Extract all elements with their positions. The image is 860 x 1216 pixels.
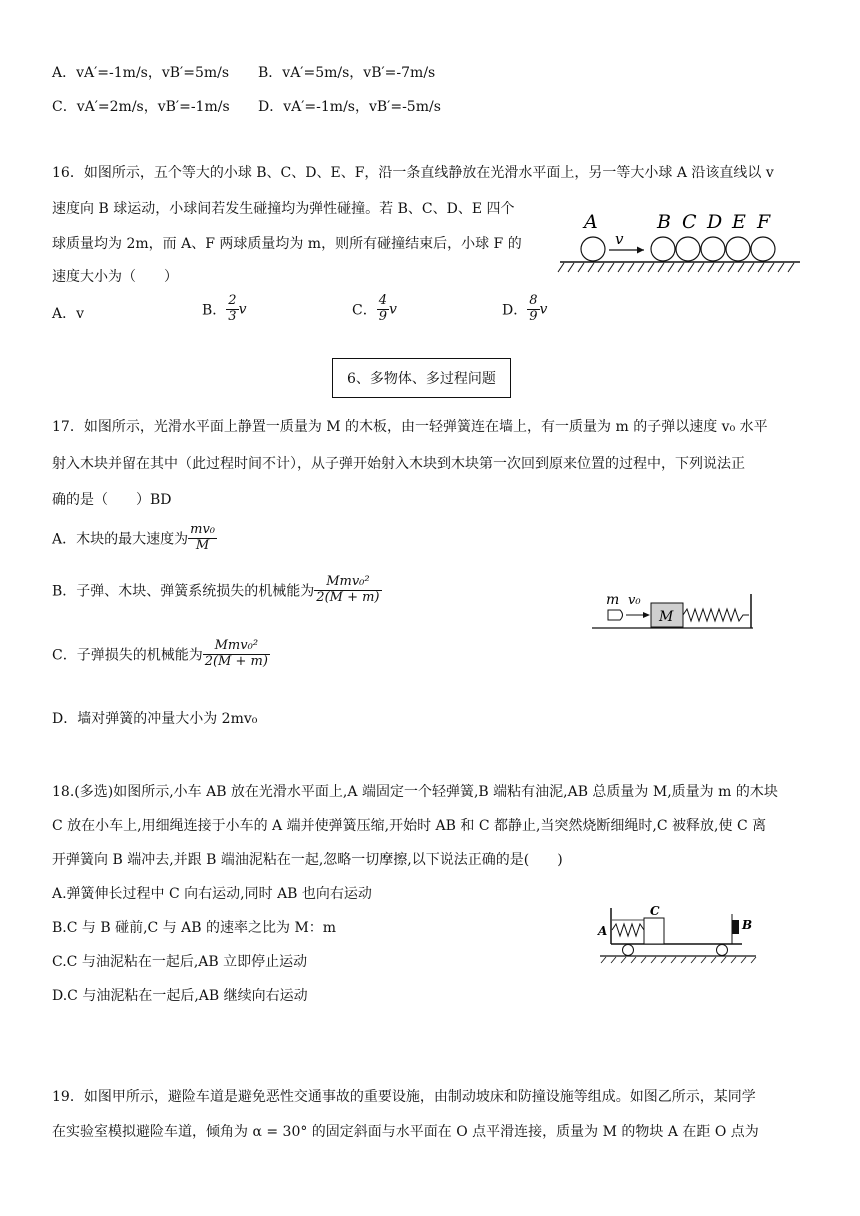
wheel-left-icon — [623, 945, 634, 956]
bullet-icon — [608, 610, 623, 620]
q16-line-1: 16．如图所示，五个等大的小球 B、C、D、E、F，沿一条直线静放在光滑水平面上，另一等大小球 A 沿该直线以 v — [52, 165, 774, 181]
compressed-spring-icon — [612, 924, 644, 936]
label-cart-a: A — [598, 924, 608, 938]
bullet-arrow-icon — [643, 612, 650, 618]
putty-block — [732, 920, 739, 934]
q15-option-b: B．vA′=5m/s，vB′=-7m/s — [258, 65, 436, 81]
ball-c — [676, 237, 700, 261]
spring-icon — [683, 609, 749, 621]
label-block-mass: M — [659, 609, 674, 625]
label-velocity: v — [615, 230, 624, 248]
section-title: 6、多物体、多过程问题 — [347, 371, 496, 387]
q16-line-2: 速度向 B 球运动，小球间若发生碰撞均为弹性碰撞。若 B、C、D、E 四个 — [52, 201, 515, 217]
q18-option-a: A.弹簧伸长过程中 C 向右运动,同时 AB 也向右运动 — [52, 886, 372, 902]
label-bullet-speed: v₀ — [628, 593, 641, 608]
q17-line-1: 17．如图所示，光滑水平面上静置一质量为 M 的木板，由一轻弹簧连在墙上，有一质量为 m 的子弹以速度 v₀ 水平 — [52, 419, 768, 435]
q17-line-3: 确的是（ ）BD — [52, 492, 172, 508]
q15-option-c: C．vA′=2m/s，vB′=-1m/s — [52, 99, 230, 115]
q16-option-b: B． $\frac{2}{3}$ v — [202, 293, 247, 324]
ball-f — [751, 237, 775, 261]
q17-figure-bullet-block — [588, 590, 758, 632]
q16-line-3: 球质量均为 2m，而 A、F 两球质量均为 m，则所有碰撞结束后，小球 F 的 — [52, 236, 522, 252]
ground-hatch — [601, 957, 756, 963]
q17-option-a: A．木块的最大速度为 $\frac{\text{mv₀}}{M}$ — [52, 522, 216, 553]
q19-line-1: 19．如图甲所示，避险车道是避免恶性交通事故的重要设施，由制动坡床和防撞设施等组成。如图乙所示，某同学 — [52, 1089, 756, 1105]
label-ball-d: D — [707, 211, 723, 233]
q16-option-d: D． $\frac{8}{9}$ v — [502, 293, 548, 324]
label-ball-f: F — [757, 211, 771, 233]
q15-option-d: D．vA′=-1m/s，vB′=-5m/s — [258, 99, 441, 115]
ground-hatch — [558, 263, 794, 272]
label-ball-e: E — [732, 211, 746, 233]
q16-figure-balls — [556, 206, 806, 278]
q18-line-1: 18.(多选)如图所示,小车 AB 放在光滑水平面上,A 端固定一个轻弹簧,B 端粘有油泥,AB 总质量为 M,质量为 m 的木块 — [52, 784, 778, 800]
ball-e — [726, 237, 750, 261]
q16-line-4: 速度大小为（ ） — [52, 269, 178, 285]
q16-option-c: C． $\frac{4}{9}$ v — [352, 293, 397, 324]
q18-figure-cart — [596, 900, 760, 966]
q15-option-a: A．vA′=-1m/s，vB′=5m/s — [52, 65, 230, 81]
label-ball-c: C — [682, 211, 697, 233]
label-block-c: C — [650, 904, 660, 918]
q18-line-3: 开弹簧向 B 端冲去,并跟 B 端油泥粘在一起,忽略一切摩擦,以下说法正确的是( ) — [52, 852, 563, 868]
wheel-right-icon — [717, 945, 728, 956]
label-cart-b: B — [742, 918, 753, 932]
label-ball-a: A — [584, 211, 598, 233]
q18-option-d: D.C 与油泥粘在一起后,AB 继续向右运动 — [52, 988, 308, 1004]
label-bullet-mass: m — [606, 592, 620, 608]
q17-option-b: B．子弹、木块、弹簧系统损失的机械能为 $\frac{\text{Mmv₀²}}{2(M + m)}$ — [52, 574, 380, 605]
ball-d — [701, 237, 725, 261]
block-c — [644, 918, 664, 944]
q18-option-c: C.C 与油泥粘在一起后,AB 立即停止运动 — [52, 954, 308, 970]
ball-b — [651, 237, 675, 261]
q17-line-2: 射入木块并留在其中（此过程时间不计），从子弹开始射入木块到木块第一次回到原来位置的过程中，下列说法正 — [52, 456, 745, 472]
q16-option-a: A．v — [52, 306, 85, 322]
ball-a — [581, 237, 605, 261]
label-ball-b: B — [657, 211, 671, 233]
q18-option-b: B.C 与 B 碰前,C 与 AB 的速率之比为 M：m — [52, 920, 337, 936]
q17-option-d: D．墙对弹簧的冲量大小为 2mv₀ — [52, 711, 258, 727]
q19-line-2: 在实验室模拟避险车道，倾角为 α = 30° 的固定斜面与水平面在 O 点平滑连接，质量为 M 的物块 A 在距 O 点为 — [52, 1124, 759, 1140]
q18-line-2: C 放在小车上,用细绳连接于小车的 A 端并使弹簧压缩,开始时 AB 和 C 都静止,当突然烧断细绳时,C 被释放,使 C 离 — [52, 818, 767, 834]
q17-option-c: C．子弹损失的机械能为 $\frac{\text{Mmv₀²}}{2(M + m)}$ — [52, 638, 268, 669]
section-title-box — [332, 358, 511, 398]
velocity-arrow-icon — [637, 247, 644, 254]
